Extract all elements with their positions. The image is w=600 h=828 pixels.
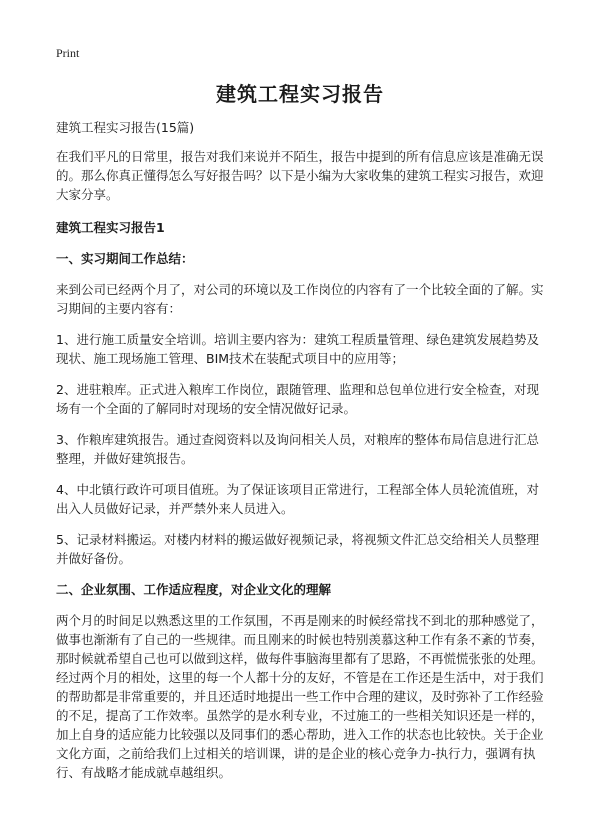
list-item: 3、作粮库建筑报告。通过查阅资料以及询问相关人员，对粮库的整体布局信息进行汇总整理，并做好建筑报告。 xyxy=(56,432,539,466)
section2-heading: 二、企业氛围、工作适应程度，对企业文化的理解 xyxy=(56,582,332,597)
list-item: 4、中北镇行政许可项目值班。为了保证该项目正常进行，工程部全体人员轮流值班，对出入人员做好记录，并严禁外来人员进入。 xyxy=(56,482,539,516)
list-item: 5、记录材料搬运。对楼内材料的搬运做好视频记录，将视频文件汇总交给相关人员整理并做好备份。 xyxy=(56,532,539,566)
section2-body: 两个月的时间足以熟悉这里的工作氛围，不再是刚来的时候经常找不到北的那种感觉了，做事也渐渐有了自己的一些规律。而且刚来的时候也特别羡慕这种工作有条不紊的节奏，那时候就希望自己也可以做到这样，做每件事脑海里都有了思路，不再慌慌张张的处理。经过两个月的相处，这里的每一个人都十分的友好，不管是在工作还是生活中，对于我们的帮助都是非常重要的，并且还适时地提出一些工作中合理的建议，及时弥补了工作经验的不足，提高了工作效率。虽然学的是水利专业，不过施工的一些相关知识还是一样的，加上自身的适应能力比较强以及同事们的悉心帮助，进入工作的状态也比较快。关于企业文化方面，之前给我们上过相关的培训课，讲的是企业的核心竞争力-执行力，强调有执行、有战略才能成就卓越组织。 xyxy=(56,613,544,780)
article-body xyxy=(56,118,546,782)
report-heading: 建筑工程实习报告1 xyxy=(56,220,165,235)
section1-heading: 一、实习期间工作总结： xyxy=(56,251,194,266)
page-title: 建筑工程实习报告 xyxy=(216,82,384,106)
section1-intro: 来到公司已经两个月了，对公司的环境以及工作岗位的内容有了一个比较全面的了解。实习期间的主要内容有： xyxy=(56,282,544,316)
list-item: 2、进驻粮库。正式进入粮库工作岗位，跟随管理、监理和总包单位进行安全检查，对现场有一个全面的了解同时对现场的安全情况做好记录。 xyxy=(56,382,539,416)
intro-paragraph: 在我们平凡的日常里，报告对我们来说并不陌生，报告中提到的所有信息应该是准确无误的。那么你真正懂得怎么写好报告吗？以下是小编为大家收集的建筑工程实习报告，欢迎大家分享。 xyxy=(56,149,544,202)
print-link[interactable]: Print xyxy=(56,46,80,60)
document-subtitle: 建筑工程实习报告(15篇) xyxy=(56,120,195,135)
list-item: 1、进行施工质量安全培训。培训主要内容为：建筑工程质量管理、绿色建筑发展趋势及现状、施工现场施工管理、BIM技术在装配式项目中的应用等； xyxy=(56,332,539,366)
